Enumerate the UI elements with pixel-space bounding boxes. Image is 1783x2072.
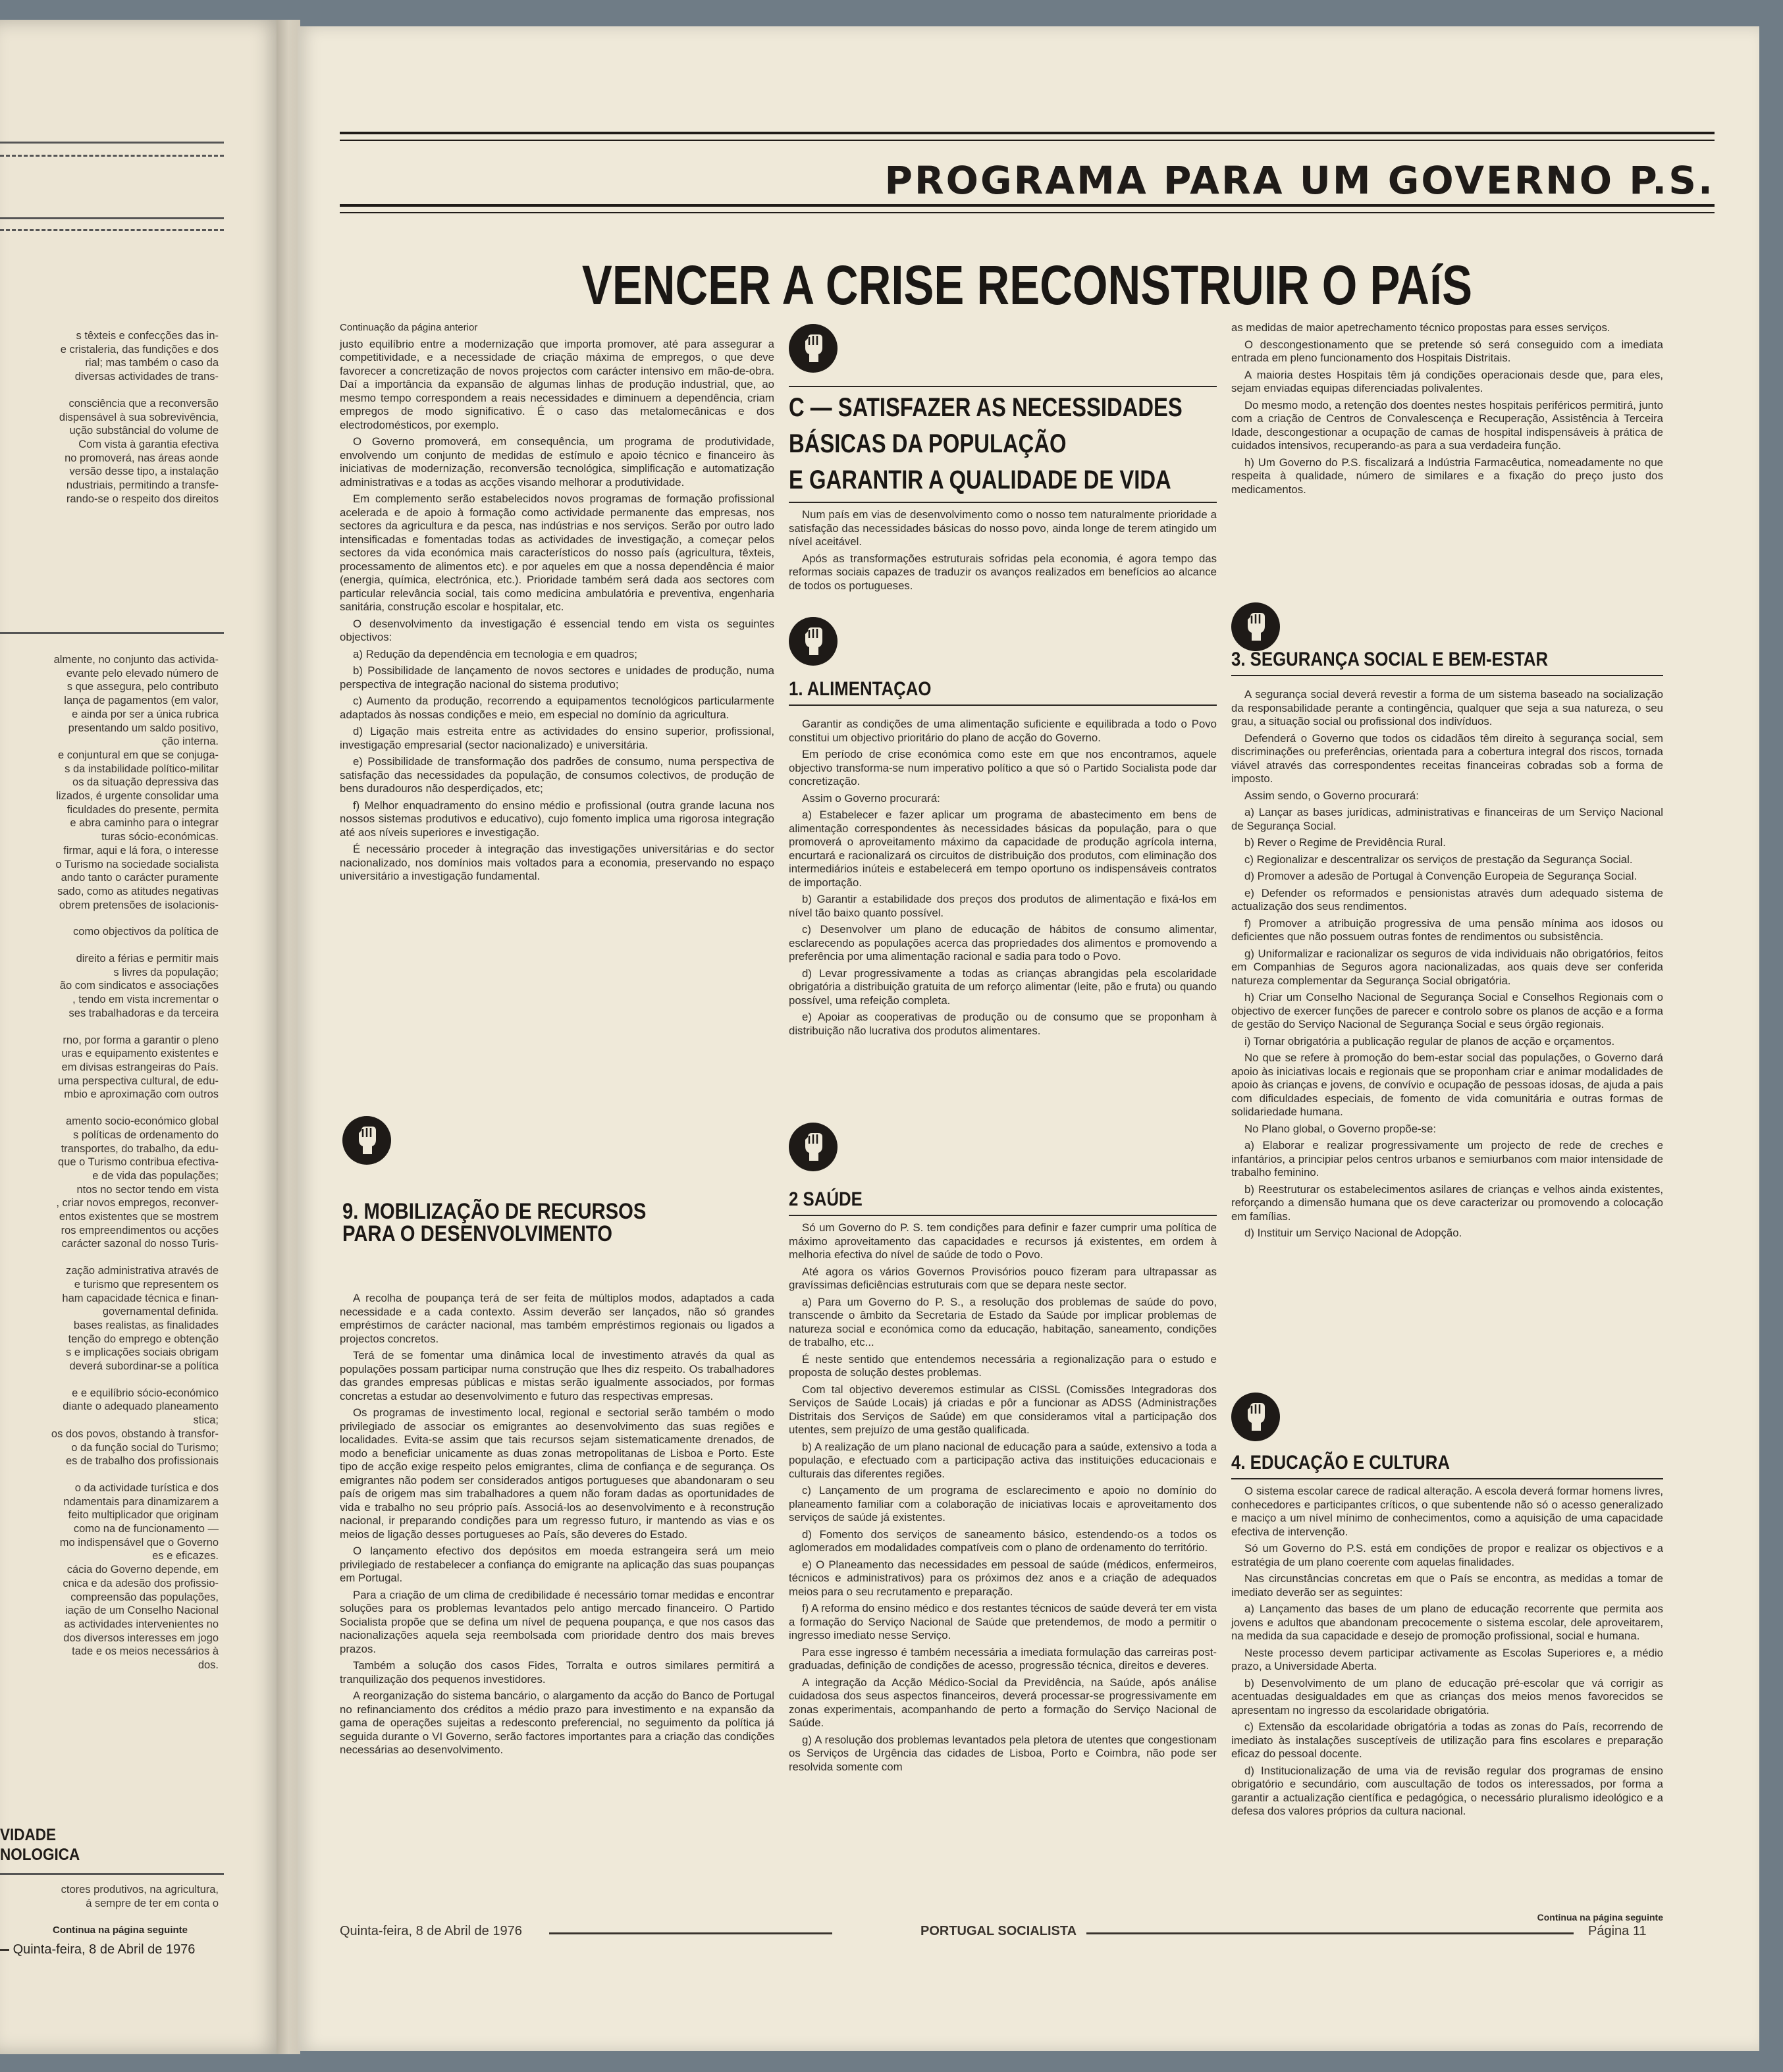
paragraph: justo equilíbrio entre a modernização que importa promover, até para assegurar a competitividade, e a necessidade de criação máxima de empregos, o que deve favorecer a concretização de novos projectos com carácter intensivo em mão-de-obra. Daí a importância da expansão de algumas linhas de produção industrial, que, ao mesmo tempo correspondem a reais necessidades e diminuem a dependência, criam empregos de modo significativo. É o caso das metalomecânicas e dos electrodomésticos, por exemplo. xyxy=(340,337,774,431)
paragraph: d) Levar progressivamente a todas as crianças abrangidas pela escolaridade obrigatória a distribuição gratuita de um reforço alimentar (leite, pão e fruta) ou quando possível, uma refeição completa. xyxy=(789,967,1217,1007)
text-line: amento socio-económico global xyxy=(65,1115,219,1128)
masthead-top-rule-thin xyxy=(340,140,1715,141)
text-line: e cristaleria, das fundições e dos xyxy=(60,343,219,356)
paragraph: O sistema escolar carece de radical alteração. A escola deverá formar homens livres, conhecedores e participantes críticos, o que subentende não só o acesso generalizado e maciço a um nível mínimo de conhecimentos, como a aquisição de uma capacidade efectiva de intervenção. xyxy=(1231,1485,1663,1538)
text-line: ando tanto o carácter puramente xyxy=(61,872,219,884)
text-line: es de trabalho dos profissionais xyxy=(65,1455,219,1468)
paragraph: d) Fomento dos serviços de saneamento básico, estendendo-os a todos os aglomerados em modalidades compatíveis com o plano de ordenamento do território. xyxy=(789,1527,1217,1554)
text-line: ão com sindicatos e associações xyxy=(59,980,219,992)
text-line: almente, no conjunto das activida- xyxy=(53,654,219,666)
text-line: á sempre de ter em conta o xyxy=(86,1897,219,1909)
section-c-title-line-2: BÁSICAS DA POPULAÇÃO xyxy=(789,429,1067,458)
text-line: s têxteis e confecções das in- xyxy=(76,330,219,342)
text-line: ficuldades do presente, permita xyxy=(67,803,219,816)
paragraph: Para a criação de um clima de credibilidade é necessário tomar medidas e encontrar soluções para os problemas levantados pelo antigo mercado financeiro. O Partido Socialista propõe que se defina um nível de pequena poupança, e que nos casos das nacionalizações aquela seja reembolsada com prioridade dentro dos mais breves prazos. xyxy=(340,1588,774,1655)
paragraph: g) A resolução dos problemas levantados pela pletora de utentes que congestionam os Serviços de Urgência das cidades de Lisboa, Porto e Coimbra, não pode ser resolvida somente com xyxy=(789,1733,1217,1773)
left-text-block-3 xyxy=(0,1883,219,1910)
text-line: s políticas de ordenamento do xyxy=(72,1129,219,1141)
paragraph: e) Possibilidade de transformação dos padrões de consumo, numa perspectiva de satisfação das necessidades da população, de consumos colectivos, de produção de bens duradouros não desperdiçados, etc; xyxy=(340,755,774,795)
text-line: rno, por forma a garantir o pleno xyxy=(63,1034,219,1046)
text-line: como objectivos da política de xyxy=(72,926,219,938)
paragraph: d) Ligação mais estreita entre as actividades do ensino superior, profissional, investigação empresarial (sector nacionalizado) e universitária. xyxy=(340,725,774,751)
paragraph: Nas circunstâncias concretas em que o País se encontra, as medidas a tomar de imediato deverão ser as seguintes: xyxy=(1231,1572,1663,1599)
paragraph: O descongestionamento que se pretende só será conseguido com a imediata entrada em pleno funcionamento dos Hospitais Distritais. xyxy=(1231,338,1663,364)
paragraph: Terá de se fomentar uma dinâmica local de investimento através da qual as populações possam participar numa construção que lhes diz respeito. Os trabalhadores das grandes empresas públicas e mistas serão igualmente associados, por formas concretas a estudar ao desenvolvimento e futuro das respectivas empresas. xyxy=(340,1349,774,1402)
section-c-title-line-3: E GARANTIR A QUALIDADE DE VIDA xyxy=(789,465,1171,494)
fist-emblem-4 xyxy=(1231,1393,1280,1441)
paragraph: e) Defender os reformados e pensionistas através dum adequado sistema de actualização dos seus rendimentos. xyxy=(1231,886,1663,913)
text-line: s livres da população; xyxy=(113,966,219,978)
paragraph: d) Institucionalização de uma via de revisão regular dos programas de ensino obrigatório e secundário, com auscultação de todos os interessados, por forma a garantir a actualização científica e pedagógica, o necessário pluralismo ideológico e a defesa dos valores próprios da cultura nacional. xyxy=(1231,1764,1663,1817)
text-line: lança de pagamentos (em valor, xyxy=(64,695,219,707)
text-line: ntos no sector tendo em vista xyxy=(76,1183,219,1196)
section-c-title-line-1: C — SATISFAZER AS NECESSIDADES xyxy=(789,393,1183,422)
text-line: e abra caminho para o integrar xyxy=(70,817,219,830)
masthead-bottom-rule xyxy=(340,204,1715,207)
paragraph: e) Apoiar as cooperativas de produção ou de consumo que se proponham à distribuição não lucrativa dos produtos alimentares. xyxy=(789,1011,1217,1037)
text-line: ros empreendimentos ou acções xyxy=(61,1224,219,1236)
text-line: sado, como as atitudes negativas xyxy=(57,885,219,897)
section-3-title: 3. SEGURANÇA SOCIAL E BEM-ESTAR xyxy=(1231,649,1549,670)
paragraph: c) Regionalizar e descentralizar os serviços de prestação da Segurança Social. xyxy=(1244,853,1633,866)
paragraph: A maioria destes Hospitais têm já condições operacionais desde que, para eles, sejam enviadas equipas diferenciadas polivalentes. xyxy=(1231,368,1663,394)
fist-emblem-9 xyxy=(342,1116,391,1165)
text-line: versão desse tipo, a instalação xyxy=(69,465,219,478)
text-line: deverá subordinar-se a política xyxy=(69,1360,219,1373)
left-text-block-1 xyxy=(0,329,219,506)
text-line: feito multiplicador que originam xyxy=(68,1509,219,1522)
paragraph: b) A realização de um plano nacional de educação para a saúde, extensivo a toda a população, e efectuado com a participação activa das instituições educacionais e culturais das diferentes regiões. xyxy=(789,1440,1217,1480)
paragraph: Para esse ingresso é também necessária a imediata formulação das carreiras post-graduadas, definição de condições de acesso, progressão técnica, direitos e deveres. xyxy=(789,1645,1217,1672)
paragraph: Em período de crise económica como este em que nos encontramos, aquele objectivo transforma-se num imperativo político a que só o Partido Socialista pode dar concretização. xyxy=(789,748,1217,787)
text-line: iação de um Conselho Nacional xyxy=(65,1605,219,1617)
left-footer-date: Quinta-feira, 8 de Abril de 1976 xyxy=(0,1942,219,1957)
left-rule-2 xyxy=(0,155,224,157)
text-line: presentando um saldo positivo, xyxy=(68,722,219,734)
paragraph: a) Elaborar e realizar progressivamente um projecto de rede de creches e infantários, a principiar pelos centros urbanos e semiurbanos com maior intensidade de trabalho feminino. xyxy=(1231,1139,1663,1179)
paragraph: d) Instituir um Serviço Nacional de Adopção. xyxy=(1244,1227,1462,1239)
paragraph: e) O Planeamento das necessidades em pessoal de saúde (médicos, enfermeiros, técnicos e administrativos) para os próximos dez anos e a criação de adequados meios para o seu recrutamento e preparação. xyxy=(789,1558,1217,1598)
fist-icon xyxy=(352,1124,381,1157)
section-2-title: 2 SAÚDE xyxy=(789,1188,863,1210)
paragraph: h) Criar um Conselho Nacional de Segurança Social e Conselhos Regionais com o objectivo de exercer funções de parecer e controlo sobre os planos de acção e a forma de gestão do Serviço Nacional de Segurança Social e seus órgão regionais. xyxy=(1231,991,1663,1030)
paragraph: a) Estabelecer e fazer aplicar um programa de abastecimento em bens de alimentação correspondentes às necessidades básicas da população, para o que promoverá o aproveitamento máximo da capacidade de produção agrícola interna, encurtará e racionalizará os circuitos de distribuição dos produtos, com eliminação dos intermediários inúteis e estabelecerá em tempo oportuno os indispensáveis contratos de importação. xyxy=(789,809,1217,889)
masthead-top-rule xyxy=(340,132,1715,134)
text-line: turas sócio-económicas. xyxy=(101,831,219,843)
fist-emblem-2 xyxy=(789,1123,838,1171)
paragraph: Só um Governo do P.S. está em condições de propor e realizar os objectivos e a estratégia de um plano coerente com aquelas finalidades. xyxy=(1231,1542,1663,1568)
column-1-top xyxy=(340,321,774,887)
text-line: Com vista à garantia efectiva xyxy=(78,438,219,450)
text-line: e de vida das populações; xyxy=(92,1169,219,1182)
text-line: transportes, do trabalho, da edu- xyxy=(61,1142,219,1155)
paragraph: c) Extensão da escolaridade obrigatória a todas as zonas do País, recorrendo de imediato às instalações susceptíveis de utilização para fins escolares e preparação eficaz do pessoal docente. xyxy=(1231,1720,1663,1760)
fist-emblem-c xyxy=(789,324,838,373)
text-line: mbio e aproximação com outros xyxy=(64,1088,219,1101)
paragraph: c) Aumento da produção, recorrendo a equipamentos tecnológicos particularmente adaptados às nossas condições e meio, em especial no domínio da agricultura. xyxy=(340,695,774,721)
text-line: es e eficazes. xyxy=(152,1550,219,1562)
text-line xyxy=(0,1021,219,1034)
column-1-section-9 xyxy=(340,1292,774,1761)
text-line xyxy=(0,384,219,397)
text-line xyxy=(0,1468,219,1481)
text-line: as actividades intervenientes no xyxy=(64,1618,219,1630)
paragraph: b) Garantir a estabilidade dos preços dos produtos de alimentação e fixá-los em nível tão baixo quanto possível. xyxy=(789,893,1217,919)
text-line: s e implicações sociais obrigam xyxy=(65,1346,219,1359)
left-rule-5 xyxy=(0,632,224,634)
paragraph: O Governo promoverá, em consequência, um programa de produtividade, envolvendo um conjunto de medidas de estímulo e apoio técnico e financeiro às iniciativas de modernização, reconversão tecnológica, simplificação e automatização administrativas e a todas as acções visando melhorar a produtividade. xyxy=(340,435,774,489)
paragraph: i) Tornar obrigatória a publicação regular de planos de acção e orçamentos. xyxy=(1244,1034,1615,1048)
footer-page-number: Página 11 xyxy=(1588,1924,1647,1938)
paragraph: a) Lançamento das bases de um plano de educação recorrente que permita aos jovens e adultos que abandonam precocemente o sistema escolar, dele aproveitarem, na medida da sua capacidade e desejo de promoção profissional, social e humana. xyxy=(1231,1603,1663,1642)
text-line xyxy=(0,912,219,925)
paragraph: f) Promover a atribuição progressiva de uma pensão mínima aos idosos ou deficientes que não possuem outras fontes de rendimentos ou subsistência. xyxy=(1231,916,1663,943)
text-line: consciência que a reconversão xyxy=(68,397,219,410)
footer-rule-left xyxy=(549,1932,832,1934)
text-line: , tendo em vista incrementar o xyxy=(72,994,219,1006)
footer-paper-name: PORTUGAL SOCIALISTA xyxy=(920,1924,1077,1938)
fist-emblem-1 xyxy=(789,617,838,666)
paragraph: g) Uniformalizar e racionalizar os seguros de vida individuais não obrigatórios, feitos em Companhias de Seguros agora nacionalizadas, aos quais deve ser conferida natureza complementar da Segurança Social obrigatória. xyxy=(1231,947,1663,987)
paragraph: Assim o Governo procurará: xyxy=(802,791,940,805)
paragraph: Após as transformações estruturais sofridas pela economia, é agora tempo das reformas sociais capazes de traduzir os avanços realizados em benefícios ao alcance de todos os portugueses. xyxy=(789,552,1217,592)
text-line xyxy=(0,1102,219,1115)
section-4-rule xyxy=(1231,1478,1663,1479)
text-line: cácia do Governo depende, em xyxy=(67,1564,219,1576)
text-line: e ainda por ser a única rubrica xyxy=(72,708,219,720)
text-line: o Turismo na sociedade socialista xyxy=(55,858,219,870)
section-3-body xyxy=(1231,688,1663,1244)
text-line: diversas actividades de trans- xyxy=(74,371,219,383)
section-1-body xyxy=(789,718,1217,1041)
footer-date: Quinta-feira, 8 de Abril de 1976 xyxy=(340,1924,522,1938)
paragraph: No que se refere à promoção do bem-estar social das populações, o Governo dará apoio às iniciativas locais e regionais que se proponham criar e animar modalidades de apoio às crianças e jovens, de convívio e ocupação de pessoas idosas, de ajuda a pais com dificuldades especiais, de fomento de vida comunitária e outras formas de solidariedade humana. xyxy=(1231,1051,1663,1118)
text-line xyxy=(0,939,219,952)
fist-emblem-3 xyxy=(1231,602,1280,651)
masthead: PROGRAMA PARA UM GOVERNO P.S. xyxy=(884,158,1715,203)
right-page xyxy=(298,26,1759,2051)
text-line: s que assegura, pelo contributo xyxy=(67,681,219,693)
paragraph: Defenderá o Governo que todos os cidadãos têm direito à segurança social, sem discriminações ou preferências, orientada para a cobertura integral dos riscos, tornada viável através das correspondentes receitas financeiras cobradas sob a forma de imposto. xyxy=(1231,731,1663,785)
paragraph: A recolha de poupança terá de ser feita de múltiplos modos, adaptados a cada necessidade e a cada contexto. Assim deverão ser lançados, não só grandes empréstimos de carácter nacional, mas também empréstimos regionais ou ligados a projectos concretos. xyxy=(340,1292,774,1345)
section-2-body xyxy=(789,1221,1217,1777)
page-gutter xyxy=(277,20,300,2054)
text-line: evante pelo elevado número de xyxy=(66,667,219,679)
left-rule-1 xyxy=(0,142,224,144)
paragraph: b) Possibilidade de lançamento de novos sectores e unidades de produção, numa perspectiva de integração nacional do sistema produtivo; xyxy=(340,664,774,691)
text-line: e e equilíbrio sócio-económico xyxy=(72,1387,219,1399)
left-text-block-2 xyxy=(0,653,219,1672)
text-line: lizados, é urgente consolidar uma xyxy=(56,790,219,803)
paragraph: d) Promover a adesão de Portugal à Convenção Europeia de Segurança Social. xyxy=(1244,870,1637,882)
section-c-rule-top xyxy=(789,386,1217,387)
paragraph: b) Desenvolvimento de um plano de educação pré-escolar que vá corrigir as acentuadas desigualdades em que as crianças dos meios menos favorecidos se apresentam no ingresso da escolaridade obrigatória. xyxy=(1231,1676,1663,1716)
text-line: compreensão das populações, xyxy=(70,1591,219,1603)
text-line: o da função social do Turismo; xyxy=(71,1441,219,1454)
text-line xyxy=(0,1373,219,1387)
paragraph: c) Lançamento de um programa de esclarecimento e apoio no domínio do planeamento familiar com a colaboração de iniciativas locais e aproveitamento dos serviços de saúde já existentes. xyxy=(789,1484,1217,1524)
paragraph: O desenvolvimento da investigação é essencial tendo em vista os seguintes objectivos: xyxy=(340,617,774,643)
text-line: uma perspectiva cultural, de edu- xyxy=(58,1075,219,1087)
section-2-rule xyxy=(789,1215,1217,1216)
text-line: ução substâncial do volume de xyxy=(69,425,219,437)
text-line: obrem pretensões de isolacionis- xyxy=(59,899,219,911)
paragraph: Também a solução dos casos Fides, Torralta e outros similares permitirá a tranquilização dos pequenos investidores. xyxy=(340,1659,774,1686)
fist-icon xyxy=(799,625,828,658)
text-line: entos existentes que se mostrem xyxy=(59,1211,219,1223)
section-c-intro xyxy=(789,508,1217,596)
paragraph: c) Desenvolver um plano de educação de hábitos de consumo alimentar, esclarecendo as populações acerca das propriedades dos alimentos e promovendo a preferência por uma alimentação racional e sadia para todo o Povo. xyxy=(789,923,1217,963)
text-line: ndustriais, permitindo a transfe- xyxy=(66,479,219,492)
paragraph: as medidas de maior apetrechamento técnico propostas para esses serviços. xyxy=(1231,321,1610,334)
text-line: cnica e da adesão dos profissio- xyxy=(63,1577,219,1589)
text-line: o da actividade turística e dos xyxy=(74,1481,219,1494)
headline: VENCER A CRISE RECONSTRUIR O PAíS xyxy=(581,254,1473,316)
left-continua: Continua na página seguinte xyxy=(53,1925,188,1936)
left-rule-4 xyxy=(0,229,224,231)
left-rule-6 xyxy=(0,1873,224,1875)
paragraph: Em complemento serão estabelecidos novos programas de formação profissional acelerada e de apoio à formação como actividade permanente das empresas, nos sectores da agricultura e da pesca, nas indústrias e nos serviços. Serão por outro lado intensificadas e fomentadas todas as actividades de investigação, a começar pelos sectores da vida económica mais característicos do nosso país (agricultura, têxteis, processamento de alimentos etc). e por aqueles em que a nossa dependência é maior (energia, química, electrónica, etc.). Prioridade também será dada aos sectores com particular relevância social, tais como medicina ambulatória e preventiva, engenharia sanitária, construção escolar e hospitalar, etc. xyxy=(340,492,774,613)
paragraph: O lançamento efectivo dos depósitos em moeda estrangeira será um meio privilegiado de restabelecer a confiança do emigrante na aplicação das suas poupanças em Portugal. xyxy=(340,1545,774,1584)
paragraph: Só um Governo do P. S. tem condições para definir e fazer cumprir uma política de máximo aproveitamento das capacidades e recursos já existentes, em ordem à melhoria efectiva do nível de saúde de todo o Povo. xyxy=(789,1221,1217,1261)
fist-icon xyxy=(799,1130,828,1163)
text-line: ndamentais para dinamizarem a xyxy=(63,1495,219,1508)
paragraph: f) A reforma do ensino médico e dos restantes técnicos de saúde deverá ter em vista a formação do Serviço Nacional de Saúde que pretendemos, de modo a permitir o ingresso imediato nesse Serviço. xyxy=(789,1602,1217,1641)
paragraph: A integração da Acção Médico-Social da Previdência, na Saúde, após análise cuidadosa dos seus aspectos financeiros, deverá processar-se progressivamente em zonas experimentais, acompanhando de perto a formação do Serviço Nacional de Saúde. xyxy=(789,1676,1217,1729)
column-3-top xyxy=(1231,321,1663,500)
text-line: no promoverá, nas áreas aonde xyxy=(65,452,219,464)
paragraph: Os programas de investimento local, regional e sectorial serão também o modo privilegiado de associar os emigrantes ao desenvolvimento das suas regiões e localidades. Evita-se assim que tais recursos sejam sistematicamente drenados, de modo a beneficiar unicamente as duas zonas metropolitanas de Lisboa e Porto. Este tipo de acção exige respeito pelos emigrantes, clima de confiança e de segurança. Os emigrantes não podem ser considerados antigos portugueses que abandonaram o seu país de origem mas sim trabalhadores a quem não foram dadas as oportunidades de vida e trabalho no seu próprio país. Associá-los ao desenvolvimento e à reconstrução nacional, ir preparando condições para um regresso futuro, ir mantendo as vias e os meios de ligação desses portugueses ao País, são deveres do Estado. xyxy=(340,1406,774,1541)
continuation-note: Continuação da página anterior xyxy=(340,322,478,333)
paragraph: É necessário proceder à integração das investigações universitárias e do sector nacionalizado, nos domínios mais voltados para a economia, preservando no espaço universitário a investigação fundamental. xyxy=(340,843,774,882)
text-line: mo indispensável que o Governo xyxy=(59,1536,219,1549)
left-heading-2: NOLOGICA xyxy=(0,1846,80,1864)
text-line: dispensável à sua sobrevivência, xyxy=(59,411,219,423)
text-line: stica; xyxy=(193,1414,219,1427)
fist-icon xyxy=(1241,1400,1270,1433)
text-line: dos. xyxy=(198,1659,219,1672)
paragraph: Até agora os vários Governos Provisórios pouco fizeram para ultrapassar as gravíssimas deficiências estruturais com que se depara neste sector. xyxy=(789,1265,1217,1291)
section-1-title: 1. ALIMENTAÇAO xyxy=(789,678,932,700)
paragraph: A reorganização do sistema bancário, o alargamento da acção do Banco de Portugal no refinanciamento dos créditos a médio prazo para investimento e na expansão da gama de operações sujeitas a redesconto preferencial, no seguimento da política já seguida durante o VI Governo, serão factores importantes para a criação das condições necessárias ao desenvolvimento. xyxy=(340,1689,774,1756)
paragraph: Do mesmo modo, a retenção dos doentes nestes hospitais periféricos permitirá, junto com a criação de Centros de Convalescença e Recuperação, Assistência à Terceira Idade, descongestionar a ocupação de camas de hospital indispensáveis à prática de cuidados intensivos, recuperando-as para a sua verdadeira função. xyxy=(1231,398,1663,452)
paragraph: É neste sentido que entendemos necessária a regionalização para o estudo e proposta de solução destes problemas. xyxy=(789,1352,1217,1379)
section-9-title-line-2: PARA O DESENVOLVIMENTO xyxy=(342,1221,612,1246)
text-line: ctores produtivos, na agricultura, xyxy=(61,1884,219,1896)
text-line: ção interna. xyxy=(161,735,219,748)
footer-rule-right xyxy=(1086,1932,1574,1934)
section-c-rule-bottom xyxy=(789,502,1217,503)
text-line: rando-se o respeito dos direitos xyxy=(66,492,219,505)
text-line: dos diversos interesses em jogo xyxy=(63,1632,219,1644)
text-line: zação administrativa através de xyxy=(65,1265,219,1277)
paragraph: b) Reestruturar os estabelecimentos asilares de crianças e velhos ainda existentes, reforçando a dimensão humana que os deve caracterizar ou promovendo a colocação em famílias. xyxy=(1231,1182,1663,1223)
text-line: firmar, aqui e lá fora, o interesse xyxy=(63,844,219,857)
masthead-bottom-rule-thin xyxy=(340,212,1715,213)
paragraph: a) Redução da dependência em tecnologia e em quadros; xyxy=(353,647,637,660)
section-1-rule xyxy=(789,704,1217,706)
paragraph: Num país em vias de desenvolvimento como o nosso tem naturalmente prioridade a satisfação das necessidades básicas do nosso povo, ainda longe de terem atingido um nível aceitável. xyxy=(789,508,1217,548)
paragraph: Neste processo devem participar activamente as Escolas Superiores e, a médio prazo, a Universidade Aberta. xyxy=(1231,1646,1663,1672)
text-line: que o Turismo contribua efectiva- xyxy=(58,1156,219,1169)
text-line: s da instabilidade político-militar xyxy=(65,762,219,775)
fist-icon xyxy=(799,332,828,365)
section-4-title: 4. EDUCAÇÃO E CULTURA xyxy=(1231,1452,1450,1474)
fist-icon xyxy=(1241,610,1270,643)
text-line: tade e os meios necessários à xyxy=(72,1645,219,1658)
text-line: os da situação depressiva das xyxy=(72,776,219,789)
paragraph: A segurança social deverá revestir a forma de um sistema baseado na socialização da responsabilidade perante a contingência, qualquer que seja a sua natureza, o seu grau, a situação social ou profissional dos indivíduos. xyxy=(1231,688,1663,728)
left-heading-1: VIDADE xyxy=(0,1826,57,1844)
text-line: e turismo que representem os xyxy=(74,1278,219,1290)
text-line: uras e equipamento existentes e xyxy=(61,1048,219,1060)
text-line: ses trabalhadoras e da terceira xyxy=(68,1007,219,1019)
text-line: direito a férias e permitir mais xyxy=(76,953,219,965)
paragraph: h) Um Governo do P.S. fiscalizará a Indústria Farmacêutica, nomeadamente no que respeita à qualidade, número de similares e a fixação do preço justo dos medicamentos. xyxy=(1231,456,1663,496)
left-page xyxy=(0,20,283,2054)
section-4-body xyxy=(1231,1485,1663,1822)
paragraph: No Plano global, o Governo propõe-se: xyxy=(1244,1122,1437,1135)
paragraph: Garantir as condições de uma alimentação suficiente e equilibrada a todo o Povo constitui um objectivo prioritário do plano de acção do Governo. xyxy=(789,718,1217,744)
text-line: e conjuntural em que se conjuga- xyxy=(58,749,219,761)
text-line: em divisas estrangeiras do País. xyxy=(61,1061,219,1073)
continua-next: Continua na página seguinte xyxy=(1537,1912,1663,1923)
section-9-title-line-1: 9. MOBILIZAÇÃO DE RECURSOS xyxy=(342,1199,647,1224)
left-rule-3 xyxy=(0,217,224,219)
paragraph: a) Para um Governo do P. S., a resolução dos problemas de saúde do povo, transcende o âmbito da Secretaria de Estado da Saúde por implicar problemas de natureza social e económica como da educação, habitação, saneamento, condições de trabalho, etc... xyxy=(789,1295,1217,1348)
text-line xyxy=(0,1251,219,1264)
text-line: bases realistas, as finalidades xyxy=(73,1319,219,1331)
paragraph: Assim sendo, o Governo procurará: xyxy=(1244,789,1419,802)
text-line: tenção do emprego e obtenção xyxy=(68,1333,219,1345)
text-line: os dos povos, obstando à transfor- xyxy=(51,1427,219,1440)
section-3-rule xyxy=(1231,675,1663,676)
paragraph: b) Rever o Regime de Previdência Rural. xyxy=(1244,836,1446,849)
paragraph: f) Melhor enquadramento do ensino médio e profissional (outra grande lacuna nos nossos sistemas produtivos e educativo), cujo fomento implica uma rigorosa integração até aos níveis superiores e investigação. xyxy=(340,799,774,839)
text-line: , criar novos empregos, reconver- xyxy=(56,1197,219,1209)
paragraph: Com tal objectivo deveremos estimular as CISSL (Comissões Integradoras dos Serviços de Saúde Locais) já criadas e pôr a funcionar as ADSS (Administrações Distritais dos Serviços de Saúde) em que consideramos vital a participação dos utentes, sem prejuízo de uma gestão qualificada. xyxy=(789,1383,1217,1436)
text-line: diante o adequado planeamento xyxy=(63,1400,219,1413)
text-line: ham capacidade técnica e finan- xyxy=(62,1292,219,1304)
text-line: governamental definida. xyxy=(102,1306,219,1318)
paragraph: a) Lançar as bases jurídicas, administrativas e financeiras de um Serviço Nacional de Segurança Social. xyxy=(1231,806,1663,832)
text-line: como na de funcionamento — xyxy=(73,1523,219,1535)
text-line: rial; mas também o caso da xyxy=(85,357,219,369)
text-line: carácter sazonal do nosso Turis- xyxy=(61,1238,219,1250)
